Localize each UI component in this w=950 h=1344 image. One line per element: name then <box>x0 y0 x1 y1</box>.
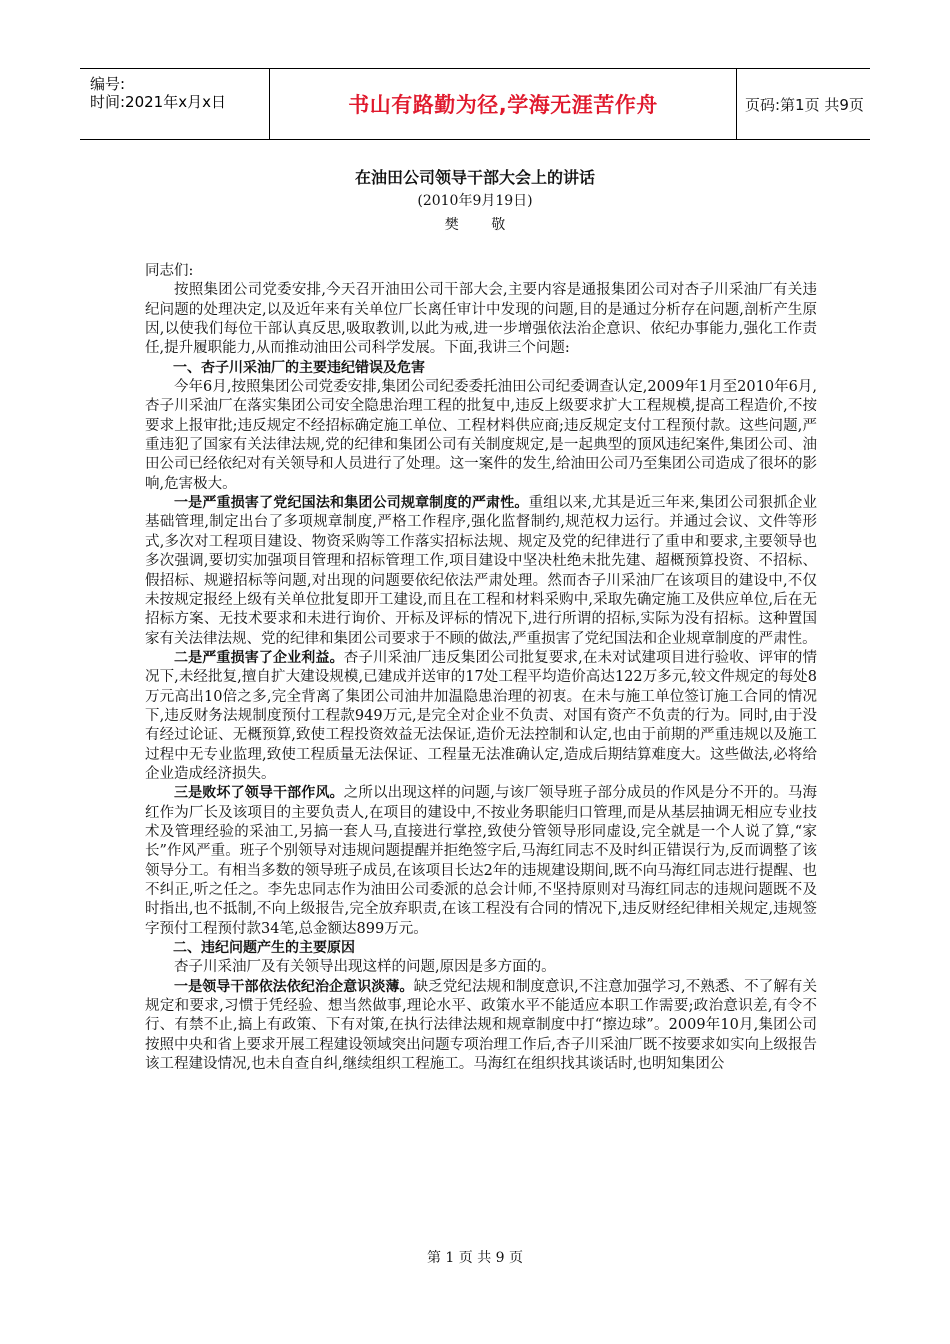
section-heading: 二、违纪问题产生的主要原因 <box>173 940 355 957</box>
body-paragraph: 杏子川采油厂及有关领导出现这样的问题,原因是多方面的。 <box>174 959 556 976</box>
body-paragraph: 今年6月,按照集团公司党委安排,集团公司纪委委托油田公司纪委调查认定,2009年1月至2010年6月,杏子川采油厂在落实集团公司安全隐患治理工程的批复中,违反上级要求扩大工程规模,提高工程造价,不按要求上报审批;违反规定不经招标确定施工单位、工程材料供应商;违反规定支付工程预付款。这些问题,严重违犯了国家有关法律法规,党的纪律和集团公司有关制度规定,是一起典型的顶风违纪案件,集团公司、油田公司已经依纪对有关领导和人员进行了处理。这一案件的发生,给油田公司乃至集团公司造成了很坏的影响,危害极大。 <box>145 379 817 492</box>
header-page-code: 页码:第1页 共9页 <box>745 95 864 114</box>
document-body <box>145 262 817 1074</box>
page-footer: 第 1 页 共 9 页 <box>426 1250 524 1266</box>
header-motto: 书山有路勤为径,学海无涯苦作舟 <box>348 93 658 117</box>
paragraph-text: 缺乏党纪法规和制度意识,不注意加强学习,不熟悉、不了解有关规定和要求,习惯于凭经验、想当然做事,理论水平、政策水平不能适应本职工作需要;政治意识差,有令不行、有禁不止,搞上有政策、下有对策,在执行法律法规和规章制度中打“擦边球”。2009年10月,集团公司按照中央和省上要求开展工程建设领域突出问题专项治理工作后,杏子川采油厂既不按要求如实向上级报告该工程建设情况,也未自查自纠,继续组织工程施工。马海红在组织找其谈话时,也明知集团公 <box>145 978 818 1073</box>
document-time-label: 时间:2021年x月x日 <box>90 93 226 111</box>
header-meta-cell <box>80 69 270 139</box>
body-paragraph <box>145 978 817 1075</box>
document-title: 在油田公司领导干部大会上的讲话 <box>354 168 595 187</box>
body-paragraph <box>145 784 817 939</box>
document-date: (2010年9月19日) <box>417 193 533 209</box>
paragraph-lead: 一是领导干部依法依纪治企意识淡薄。 <box>174 978 414 995</box>
paragraph-text: 重组以来,尤其是近三年来,集团公司狠抓企业基础管理,制定出台了多项规章制度,严格工作程序,强化监督制约,规范权力运行。并通过会议、文件等形式,多次对工程项目建设、物资采购等工作落实招标法规、规定及党的纪律进行了重申和要求,主要领导也多次强调,要切实加强项目管理和招标管理工作,项目建设中坚决杜绝未批先建、超概预算投资、不招标、假招标、规避招标等问题,对出现的问题要依纪依法严肃处理。然而杏子川采油厂在该项目的建设中,不仅未按规定报经上级有关单位批复即开工建设,而且在工程和材料采购中,采取先确定施工及供应单位,后在无招标方案、无技术要求和未进行询价、开标及评标的情况下,进行所谓的招标,实际为没有招标。这种置国家有关法律法规、党的纪律和集团公司要求于不顾的做法,严重损害了党纪国法和企业规章制度的严肃性。 <box>145 495 818 647</box>
salutation: 同志们: <box>145 263 194 279</box>
body-paragraph <box>145 494 817 649</box>
paragraph-lead: 三是败坏了领导干部作风。 <box>174 785 344 802</box>
paragraph-lead: 二是严重损害了企业利益。 <box>174 649 344 666</box>
header-motto-cell <box>270 69 737 139</box>
paragraph-lead: 一是严重损害了党纪国法和集团公司规章制度的严肃性。 <box>174 495 529 512</box>
section-heading: 一、杏子川采油厂的主要违纪错误及危害 <box>173 359 425 376</box>
header-page-cell <box>737 69 870 139</box>
paragraph-text: 杏子川采油厂违反集团公司批复要求,在未对试建项目进行验收、评审的情况下,未经批复,擅自扩大建设规模,已建成并送审的17处工程平均造价高达122万多元,较文件规定的每处8万元高出10倍之多,完全背离了集团公司油井加温隐患治理的初衷。在未与施工单位签订施工合同的情况下,违反财务法规制度预付工程款949万元,是完全对企业不负责、对国有资产不负责的行为。同时,由于没有经过论证、无概预算,致使工程投资效益无法保证,造价无法控制和认定,也由于前期的严重违规以及施工过程中无专业监理,致使工程质量无法保证、工程量无法准确认定,造成后期结算难度大。这些做法,必将给企业造成经济损失。 <box>145 649 818 782</box>
paragraph-text: 之所以出现这样的问题,与该厂领导班子部分成员的作风是分不开的。马海红作为厂长及该项目的主要负责人,在项目的建设中,不按业务职能归口管理,而是从基层抽调无相应专业技术及管理经验的采油工,另搞一套人马,直接进行掌控,致使分管领导形同虚设,完全就是一个人说了算,“家长”作风严重。班子个别领导对违规问题提醒并拒绝签字后,马海红同志不及时纠正错误行为,反而调整了该领导分工。有相当多数的领导班子成员,在该项目长达2年的违规建设期间,既不向马海红同志进行提醒、也不纠正,听之任之。李先忠同志作为油田公司委派的总会计师,不坚持原则对马海红同志的违规问题既不及时指出,也不抵制,不向上级报告,完全放弃职责,在该工程没有合同的情况下,违反财经纪律相关规定,违规签字预付工程预付款34笔,总金额达899万元。 <box>145 785 818 937</box>
header-table <box>80 68 870 140</box>
document-author: 樊 敬 <box>444 217 520 233</box>
body-paragraph: 按照集团公司党委安排,今天召开油田公司干部大会,主要内容是通报集团公司对杏子川采油厂有关违纪问题的处理决定,以及近年来有关单位厂长离任审计中发现的问题,目的是通过分析存在问题,剖析产生原因,以使我们每位干部认真反思,吸取教训,以此为戒,进一步增强依法治企意识、依纪办事能力,强化工作责任,提升履职能力,从而推动油田公司科学发展。下面,我讲三个问题: <box>145 282 817 357</box>
document-number-label: 编号: <box>90 75 126 93</box>
body-paragraph <box>145 649 817 784</box>
